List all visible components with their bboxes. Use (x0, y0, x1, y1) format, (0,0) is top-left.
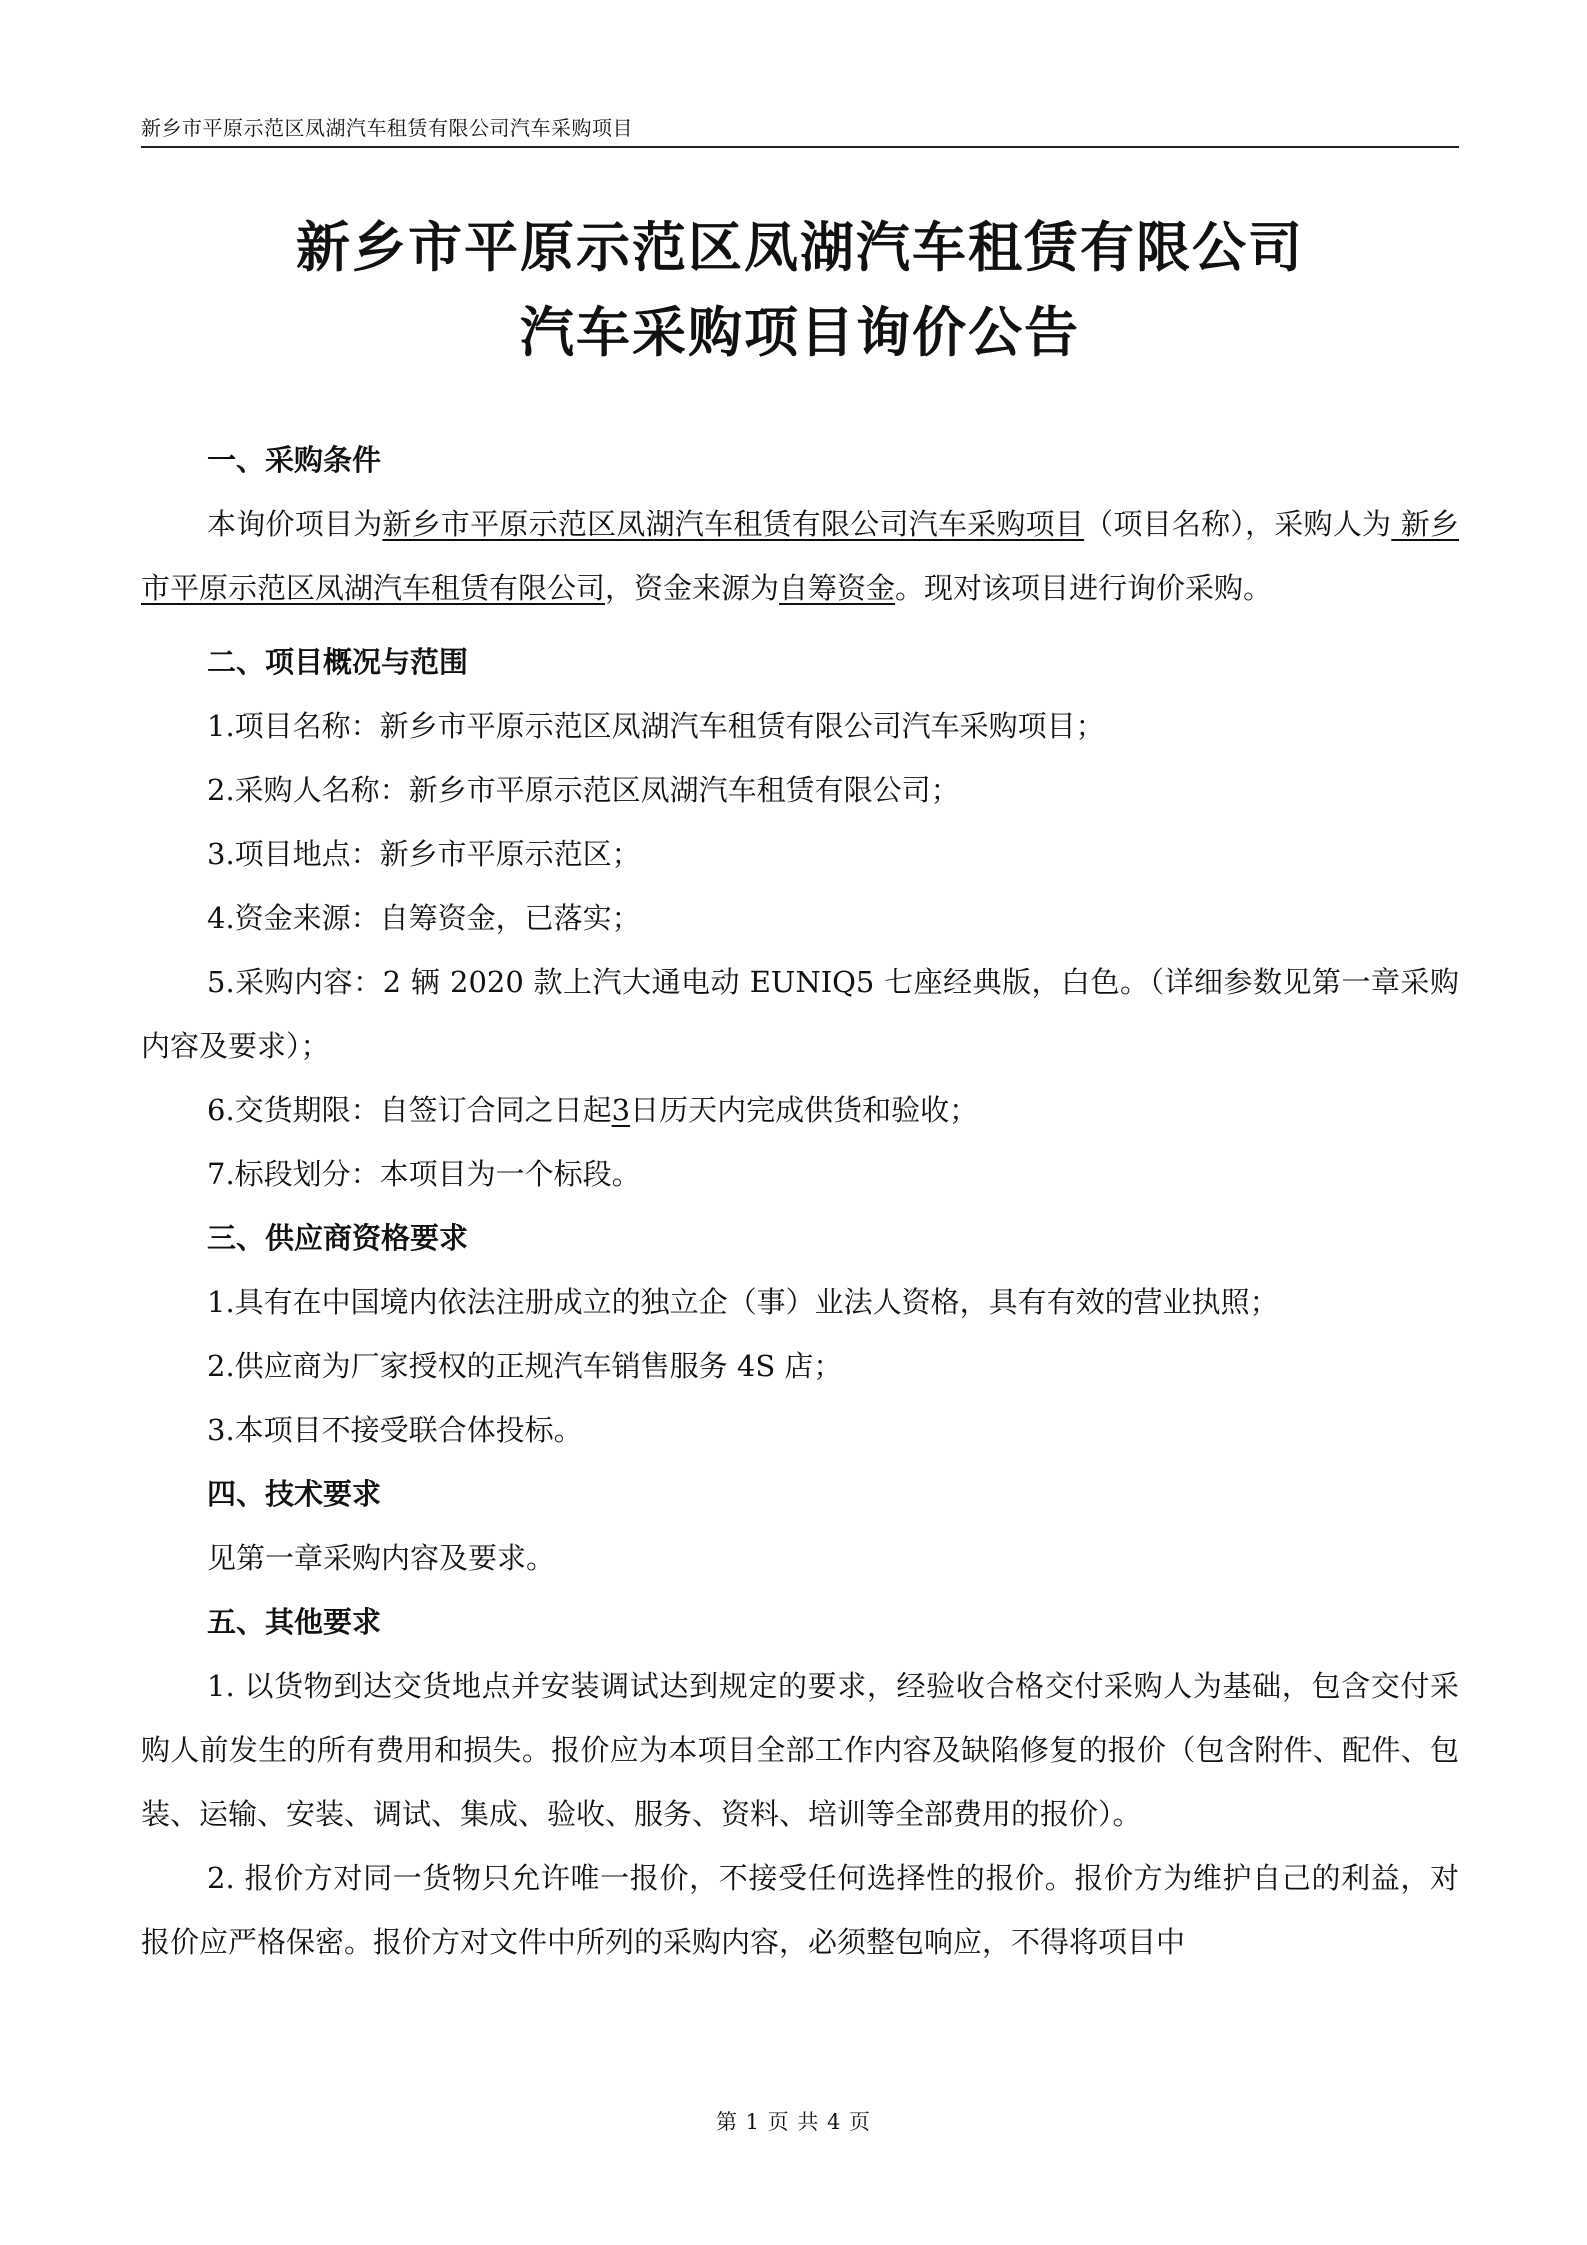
delivery-days-underlined: 3 (611, 1093, 631, 1127)
purchaser-name-underlined: 新乡市平原示范区凤湖汽车租赁有限公司 (141, 507, 1459, 605)
other-requirements-paragraph-1: 1. 以货物到达交货地点并安装调试达到规定的要求，经验收合格交付采购人为基础，包含交付采购人前发生的所有费用和损失。报价应为本项目全部工作内容及缺陷修复的报价（包含附件、配件、包装、运输、安装、调试、集成、验收、服务、资料、培训等全部费用的报价）。 (141, 1669, 1459, 1831)
document-title-line-1: 新乡市平原示范区凤湖汽车租赁有限公司 (296, 216, 1304, 279)
qualification-item-3: 3.本项目不接受联合体投标。 (207, 1413, 583, 1447)
overview-item-funding: 4.资金来源：自筹资金，已落实； (207, 901, 641, 935)
section-heading-other-requirements: 五、其他要求 (207, 1605, 382, 1639)
project-name-underlined: 新乡市平原示范区凤湖汽车租赁有限公司汽车采购项目 (382, 507, 1085, 541)
overview-item-purchaser: 2.采购人名称：新乡市平原示范区凤湖汽车租赁有限公司； (207, 773, 960, 807)
text-run: 6.交货期限：自签订合同之日起 (207, 1093, 612, 1127)
procurement-conditions-paragraph (141, 492, 1459, 620)
funding-source-underlined: 自筹资金 (779, 571, 896, 605)
overview-item-lots: 7.标段划分：本项目为一个标段。 (207, 1157, 641, 1191)
overview-item-content: 5.采购内容：2 辆 2020 款上汽大通电动 EUNIQ5 七座经典版，白色。（详细参数见第一章采购内容及要求）； (141, 965, 1459, 1063)
qualification-item-2: 2.供应商为厂家授权的正规汽车销售服务 4S 店； (207, 1349, 843, 1383)
qualification-item-1: 1.具有在中国境内依法注册成立的独立企（事）业法人资格，具有有效的营业执照； (207, 1285, 1279, 1319)
page-number-footer: 第 1 页 共 4 页 (715, 2110, 872, 2134)
running-header: 新乡市平原示范区凤湖汽车租赁有限公司汽车采购项目 (141, 110, 1459, 148)
overview-item-location: 3.项目地点：新乡市平原示范区； (207, 837, 641, 871)
technical-requirements-text: 见第一章采购内容及要求。 (207, 1541, 556, 1575)
section-heading-supplier-qualification: 三、供应商资格要求 (207, 1221, 469, 1255)
other-requirements-paragraph-2: 2. 报价方对同一货物只允许唯一报价，不接受任何选择性的报价。报价方为维护自己的利益，对报价应严格保密。报价方对文件中所列的采购内容，必须整包响应，不得将项目中 (141, 1861, 1459, 1959)
text-run: 日历天内完成供货和验收； (630, 1093, 979, 1127)
text-run: （项目名称），采购人为 (1084, 507, 1392, 541)
section-heading-procurement-conditions: 一、采购条件 (207, 443, 382, 477)
text-run: ，资金来源为 (605, 571, 780, 605)
document-body (141, 428, 1459, 1974)
overview-item-project-name: 1.项目名称：新乡市平原示范区凤湖汽车租赁有限公司汽车采购项目； (207, 709, 1105, 743)
overview-item-delivery (141, 1078, 1459, 1142)
text-run: 本询价项目为 (207, 507, 383, 541)
document-title-line-2: 汽车采购项目询价公告 (520, 301, 1080, 364)
section-heading-technical-requirements: 四、技术要求 (207, 1477, 382, 1511)
section-heading-project-overview: 二、项目概况与范围 (207, 645, 469, 679)
text-run: 。现对该项目进行询价采购。 (895, 571, 1273, 605)
